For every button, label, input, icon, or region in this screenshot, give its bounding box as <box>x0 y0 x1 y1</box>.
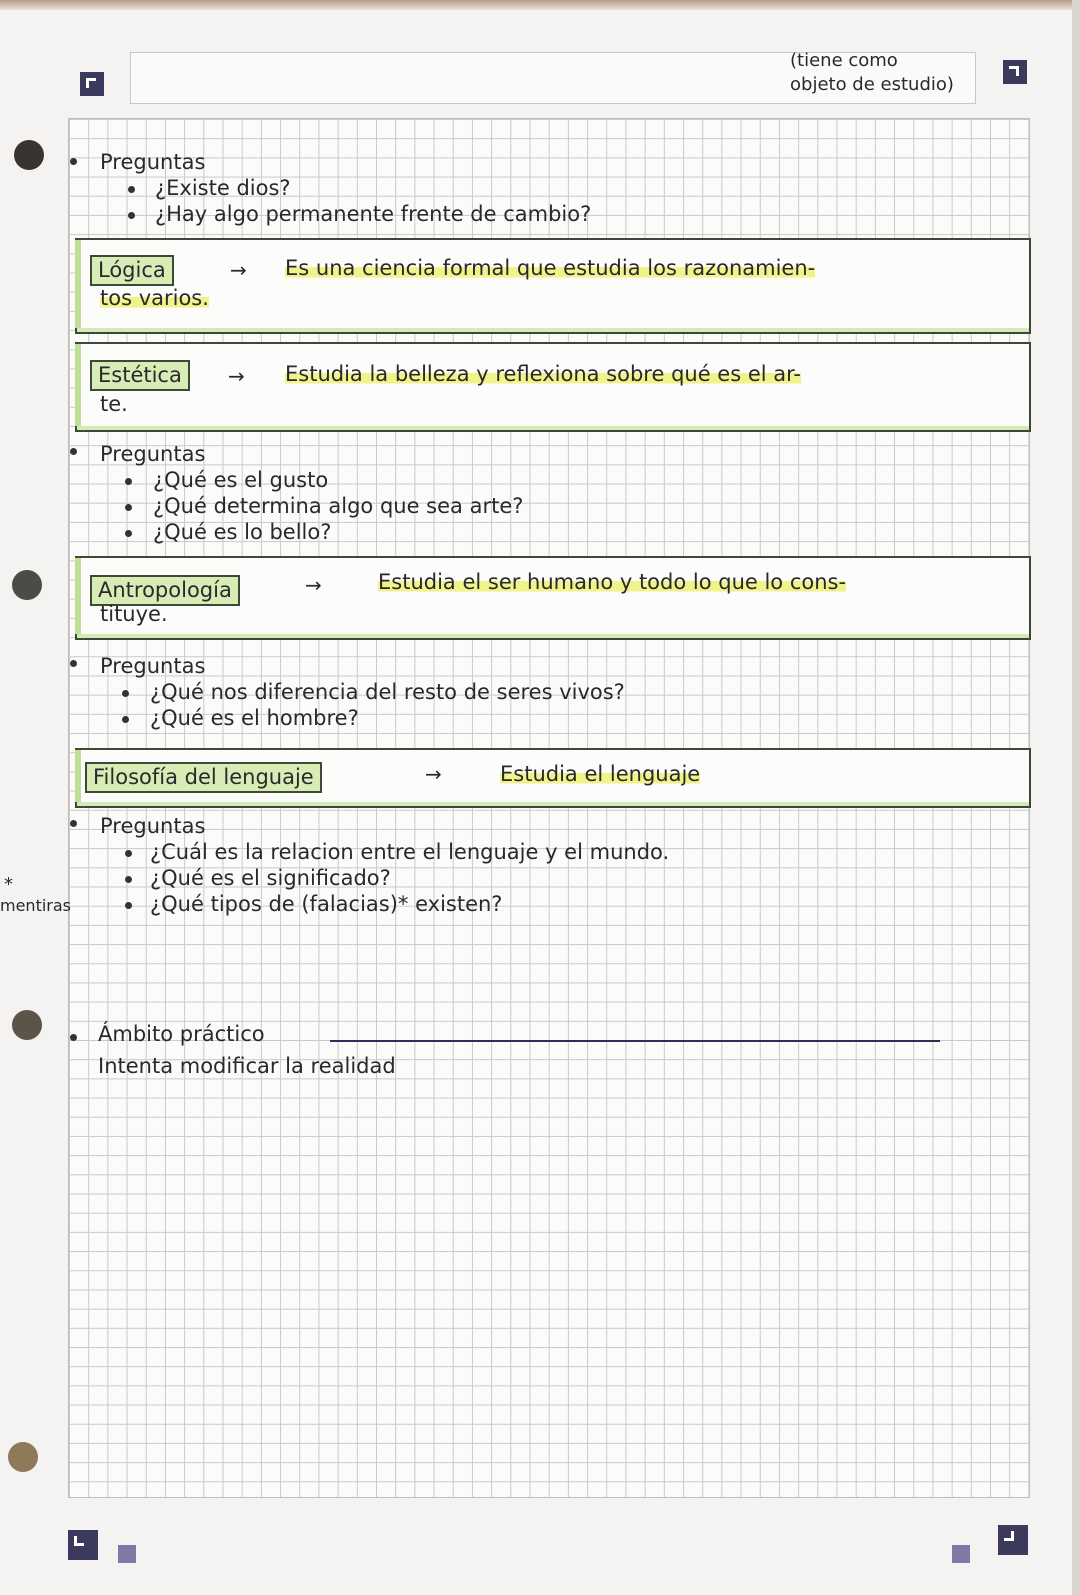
square-mark-icon <box>118 1545 136 1563</box>
definition-text: Estudia la belleza y reflexiona sobre qué es el ar- <box>285 362 802 386</box>
highlight-bar <box>75 558 81 634</box>
bullet <box>128 186 135 193</box>
bullet <box>125 530 132 537</box>
arrow-icon: → <box>230 258 247 282</box>
bullet <box>125 478 132 485</box>
definition-text: Es una ciencia formal que estudia los razonamien- <box>285 256 816 280</box>
list-item: ¿Qué es el gusto <box>153 468 329 492</box>
definition-text: tituye. <box>100 602 168 626</box>
section-title: Preguntas <box>100 814 206 838</box>
list-item: ¿Qué es el significado? <box>150 866 391 890</box>
corner-mark-icon <box>1003 60 1027 84</box>
arrow-icon: → <box>228 364 245 388</box>
list-item: ¿Hay algo permanente frente de cambio? <box>155 202 592 226</box>
bullet <box>70 448 77 455</box>
arrow-icon: → <box>305 573 322 597</box>
list-item: ¿Existe dios? <box>155 176 291 200</box>
term-estetica: Estética <box>90 360 190 391</box>
page-edge <box>1072 0 1080 1595</box>
definition-box-estetica <box>75 342 1031 432</box>
list-item: ¿Qué es el hombre? <box>150 706 359 730</box>
top-edge <box>0 0 1080 10</box>
highlight-bar <box>75 344 81 426</box>
margin-note: mentiras <box>0 896 72 915</box>
definition-text: Estudia el lenguaje <box>500 762 701 786</box>
definition-text: Estudia el ser humano y todo lo que lo cons- <box>378 570 847 594</box>
list-item: ¿Qué tipos de (falacias)* existen? <box>150 892 503 916</box>
list-item: ¿Qué determina algo que sea arte? <box>153 494 524 518</box>
definition-box-logica <box>75 238 1031 334</box>
bullet <box>125 876 132 883</box>
bullet <box>125 850 132 857</box>
bullet <box>128 212 135 219</box>
definition-text: tos varios. <box>100 286 209 310</box>
arrow-icon: → <box>425 762 442 786</box>
section-title: Preguntas <box>100 150 206 174</box>
section-title: Preguntas <box>100 442 206 466</box>
body-text: Intenta modificar la realidad <box>98 1054 396 1078</box>
bullet <box>70 820 77 827</box>
list-item: ¿Cuál es la relacion entre el lenguaje y el mundo. <box>150 840 670 864</box>
header-note-line2: objeto de estudio) <box>790 74 954 95</box>
bullet <box>70 158 77 165</box>
definition-text: te. <box>100 392 128 416</box>
punch-hole <box>8 1442 38 1472</box>
corner-mark-icon <box>998 1525 1028 1555</box>
highlight-bar <box>75 750 81 802</box>
bullet <box>70 660 77 667</box>
list-item: ¿Qué es lo bello? <box>153 520 332 544</box>
square-mark-icon <box>952 1545 970 1563</box>
header-note-line1: (tiene como <box>790 50 898 71</box>
bullet <box>70 1034 77 1041</box>
bullet <box>125 902 132 909</box>
punch-hole <box>12 570 42 600</box>
term-logica: Lógica <box>90 255 174 286</box>
underline-rule <box>330 1040 940 1042</box>
punch-hole <box>12 1010 42 1040</box>
corner-mark-icon <box>80 72 104 96</box>
section-title: Preguntas <box>100 654 206 678</box>
section-title: Ámbito práctico <box>98 1022 265 1046</box>
list-item: ¿Qué nos diferencia del resto de seres vivos? <box>150 680 625 704</box>
highlight-bar <box>75 240 81 328</box>
bullet <box>125 504 132 511</box>
bullet <box>122 716 129 723</box>
margin-star: * <box>4 874 13 895</box>
term-antropologia: Antropología <box>90 575 240 606</box>
bullet <box>122 690 129 697</box>
corner-mark-icon <box>68 1530 98 1560</box>
punch-hole <box>14 140 44 170</box>
term-lenguaje: Filosofía del lenguaje <box>85 762 322 793</box>
